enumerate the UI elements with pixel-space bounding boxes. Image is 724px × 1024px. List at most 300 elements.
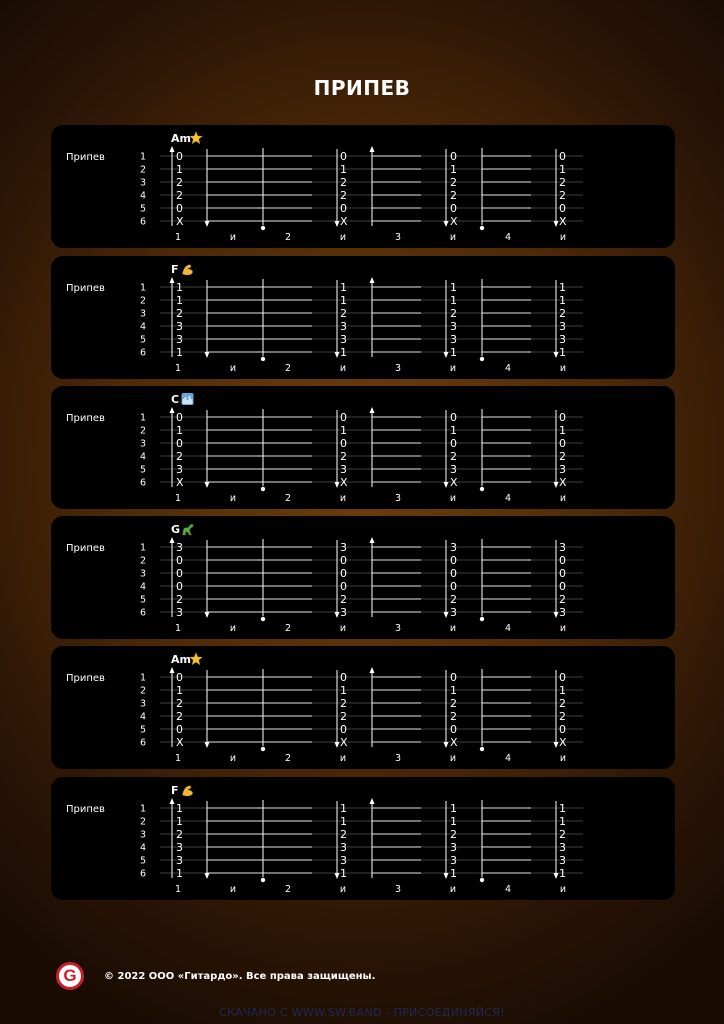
fret-number: 1 (340, 346, 347, 359)
tab-block (51, 777, 675, 900)
beat-count: 2 (284, 753, 292, 764)
string-number: 5 (139, 724, 146, 736)
beat-count: 1 (174, 232, 182, 243)
chord-name (171, 263, 179, 276)
beat-count: и (339, 884, 347, 895)
beat-count: 2 (284, 232, 292, 243)
fret-number: 3 (176, 854, 183, 867)
string-number: 3 (139, 438, 146, 450)
fret-number: 2 (559, 176, 566, 189)
fret-number: 3 (176, 606, 183, 619)
fret-number: 3 (176, 541, 183, 554)
page-title: ПРИПЕВ (313, 76, 411, 100)
strum-down-arrow (554, 801, 559, 879)
strum-down-arrow (335, 149, 340, 227)
fret-number: 2 (340, 189, 347, 202)
strum-down-arrow (554, 149, 559, 227)
fret-number: X (176, 476, 184, 489)
chord-label: C (171, 393, 180, 406)
beat-count: и (559, 753, 567, 764)
fret-number: 0 (340, 671, 347, 684)
fret-number: 1 (176, 802, 183, 815)
string-number: 6 (139, 216, 146, 228)
fret-number: 2 (450, 189, 457, 202)
strum-up-arrow (170, 277, 175, 357)
string-number: 2 (139, 555, 146, 567)
beat-count: и (339, 753, 347, 764)
fret-number: 0 (176, 554, 183, 567)
beat-count: 4 (504, 232, 512, 243)
beat-count: и (339, 232, 347, 243)
fret-number: 3 (450, 333, 457, 346)
fret-number: 1 (340, 424, 347, 437)
string-number: 6 (139, 347, 146, 359)
string-number: 2 (139, 164, 146, 176)
tab-staff (51, 646, 675, 769)
logo-letter: G (63, 966, 77, 985)
fret-number: 1 (450, 867, 457, 880)
fret-number: 3 (450, 463, 457, 476)
strum-down-arrow (444, 540, 449, 618)
chord-label: Am (171, 132, 191, 145)
strum-down-arrow (444, 670, 449, 748)
fret-number: 3 (176, 333, 183, 346)
fret-number: 1 (176, 815, 183, 828)
fret-number: 3 (340, 320, 347, 333)
fret-number: 2 (559, 828, 566, 841)
string-number: 2 (139, 685, 146, 697)
strum-down-arrow (444, 801, 449, 879)
beat-count: и (449, 493, 457, 504)
fret-number: 3 (559, 841, 566, 854)
fret-number: 3 (559, 606, 566, 619)
fret-number: 0 (176, 580, 183, 593)
fret-number: 0 (176, 671, 183, 684)
string-number: 2 (139, 425, 146, 437)
beat-count: и (449, 753, 457, 764)
fret-number: 0 (340, 202, 347, 215)
string-number: 4 (139, 581, 146, 593)
string-number: 4 (139, 451, 146, 463)
fret-number: 0 (340, 150, 347, 163)
fret-number: 1 (176, 281, 183, 294)
fret-number: 3 (559, 320, 566, 333)
fret-number: 1 (340, 867, 347, 880)
fret-number: 2 (176, 710, 183, 723)
fret-number: 3 (176, 463, 183, 476)
string-number: 4 (139, 190, 146, 202)
string-number: 6 (139, 607, 146, 619)
fret-number: 0 (559, 567, 566, 580)
mute-mark-icon (261, 487, 265, 491)
fret-number: X (559, 736, 567, 749)
fret-number: 2 (450, 593, 457, 606)
row-label: Припев (66, 152, 105, 163)
fret-number: 3 (340, 333, 347, 346)
string-number: 2 (139, 816, 146, 828)
fret-number: 0 (340, 567, 347, 580)
fret-number: 2 (559, 593, 566, 606)
fret-number: 2 (450, 828, 457, 841)
fret-number: 3 (450, 320, 457, 333)
fret-number: 1 (450, 424, 457, 437)
strum-down-arrow (444, 149, 449, 227)
fret-number: 0 (450, 723, 457, 736)
fret-number: 2 (340, 176, 347, 189)
fret-number: 3 (176, 320, 183, 333)
fret-number: 0 (450, 411, 457, 424)
chord-name (171, 393, 179, 406)
strum-down-arrow (205, 280, 210, 358)
chord-label: F (171, 784, 179, 797)
strum-down-arrow (444, 410, 449, 488)
fret-number: X (559, 215, 567, 228)
beat-count: 1 (174, 884, 182, 895)
string-number: 1 (139, 282, 146, 294)
fret-number: 0 (340, 411, 347, 424)
fret-number: 0 (559, 150, 566, 163)
strum-down-arrow (554, 410, 559, 488)
fret-number: 0 (559, 580, 566, 593)
row-label: Припев (66, 413, 105, 424)
string-number: 3 (139, 568, 146, 580)
strum-up-arrow (170, 146, 175, 226)
strum-up-arrow (370, 537, 375, 617)
fret-number: X (450, 215, 458, 228)
fret-number: 1 (340, 802, 347, 815)
beat-count: 2 (284, 884, 292, 895)
tab-block (51, 386, 675, 509)
strum-down-arrow (335, 280, 340, 358)
string-number: 2 (139, 295, 146, 307)
fret-number: X (559, 476, 567, 489)
strum-up-arrow (370, 277, 375, 357)
fret-number: 3 (559, 333, 566, 346)
fret-number: 1 (559, 802, 566, 815)
fret-number: 1 (559, 424, 566, 437)
fret-number: X (176, 215, 184, 228)
row-label: Припев (66, 804, 105, 815)
fret-number: 3 (450, 606, 457, 619)
mute-mark-icon (480, 357, 484, 361)
strum-down-arrow (205, 540, 210, 618)
strum-down-arrow (444, 280, 449, 358)
fret-number: 1 (176, 424, 183, 437)
fret-number: 2 (559, 189, 566, 202)
chord-label: Am (171, 653, 191, 666)
fret-number: 2 (176, 593, 183, 606)
strum-down-arrow (205, 410, 210, 488)
fret-number: 1 (176, 346, 183, 359)
beat-count: 4 (504, 493, 512, 504)
chord-name (171, 653, 191, 666)
fret-number: 2 (340, 593, 347, 606)
string-number: 6 (139, 477, 146, 489)
fret-number: 2 (176, 176, 183, 189)
beat-count: и (559, 363, 567, 374)
string-number: 4 (139, 842, 146, 854)
fret-number: 0 (559, 554, 566, 567)
fret-number: 1 (176, 684, 183, 697)
fret-number: 2 (340, 828, 347, 841)
beat-count: 3 (394, 753, 402, 764)
fret-number: 3 (450, 841, 457, 854)
beat-count: 3 (394, 363, 402, 374)
beat-count: 4 (504, 363, 512, 374)
tab-block (51, 516, 675, 639)
string-number: 5 (139, 594, 146, 606)
strum-up-arrow (370, 667, 375, 747)
beat-count: и (449, 232, 457, 243)
tab-staff (51, 777, 675, 900)
fret-number: 2 (340, 450, 347, 463)
mute-mark-icon (480, 617, 484, 621)
fret-number: 3 (340, 541, 347, 554)
row-label: Припев (66, 543, 105, 554)
fret-number: 1 (450, 684, 457, 697)
dinosaur-icon (183, 524, 194, 535)
string-number: 4 (139, 711, 146, 723)
fret-number: 0 (340, 554, 347, 567)
beat-count: и (449, 363, 457, 374)
string-number: 1 (139, 151, 146, 163)
fret-number: 2 (450, 710, 457, 723)
string-number: 5 (139, 464, 146, 476)
chord-label: G (171, 523, 181, 536)
fret-number: 0 (559, 202, 566, 215)
beat-count: 1 (174, 363, 182, 374)
fret-number: X (450, 736, 458, 749)
row-label: Припев (66, 283, 105, 294)
string-number: 1 (139, 672, 146, 684)
fret-number: 1 (340, 684, 347, 697)
fret-number: 2 (176, 450, 183, 463)
beat-count: и (559, 493, 567, 504)
beat-count: 3 (394, 884, 402, 895)
beat-count: и (229, 493, 237, 504)
strum-down-arrow (335, 540, 340, 618)
tab-block (51, 646, 675, 769)
mute-mark-icon (480, 747, 484, 751)
fret-number: 3 (450, 854, 457, 867)
mute-mark-icon (480, 226, 484, 230)
star-icon (190, 653, 202, 665)
fret-number: 0 (176, 723, 183, 736)
fret-number: 2 (450, 307, 457, 320)
fret-number: 1 (340, 281, 347, 294)
fret-number: 2 (176, 307, 183, 320)
fret-number: 3 (450, 541, 457, 554)
strum-down-arrow (554, 670, 559, 748)
strum-up-arrow (170, 537, 175, 617)
beat-count: и (339, 623, 347, 634)
fret-number: 2 (559, 307, 566, 320)
tab-staff (51, 125, 675, 248)
fret-number: 2 (176, 189, 183, 202)
chord-name (171, 132, 191, 145)
beat-count: 1 (174, 623, 182, 634)
fret-number: 1 (340, 163, 347, 176)
beat-count: и (229, 753, 237, 764)
beat-count: и (339, 363, 347, 374)
watermark-text: СКАЧАНО С WWW.SW.BAND - ПРИСОЕДИНЯЙСЯ! (219, 1006, 505, 1019)
strum-down-arrow (205, 149, 210, 227)
fret-number: 0 (450, 150, 457, 163)
fret-number: 0 (176, 567, 183, 580)
mute-mark-icon (261, 226, 265, 230)
beat-count: 4 (504, 623, 512, 634)
fret-number: 1 (450, 815, 457, 828)
string-number: 1 (139, 803, 146, 815)
fret-number: 0 (450, 554, 457, 567)
fret-number: 0 (340, 580, 347, 593)
beat-count: и (229, 232, 237, 243)
fret-number: 2 (450, 697, 457, 710)
fret-number: 0 (450, 580, 457, 593)
beat-count: и (449, 884, 457, 895)
fret-number: 3 (340, 606, 347, 619)
tab-block (51, 256, 675, 379)
strum-down-arrow (205, 670, 210, 748)
fret-number: 2 (340, 307, 347, 320)
string-number: 6 (139, 868, 146, 880)
fret-number: 0 (340, 437, 347, 450)
string-number: 3 (139, 698, 146, 710)
fret-number: X (176, 736, 184, 749)
flexed-biceps-icon (183, 786, 193, 796)
star-icon (190, 132, 202, 144)
fret-number: 0 (559, 671, 566, 684)
beat-count: 2 (284, 363, 292, 374)
tab-staff (51, 386, 675, 509)
strum-down-arrow (335, 670, 340, 748)
fret-number: 1 (176, 163, 183, 176)
fret-number: 2 (559, 450, 566, 463)
mute-mark-icon (261, 617, 265, 621)
mute-mark-icon (261, 878, 265, 882)
fret-number: 0 (176, 202, 183, 215)
strum-up-arrow (370, 798, 375, 878)
string-number: 4 (139, 321, 146, 333)
mute-mark-icon (480, 487, 484, 491)
fret-number: 1 (450, 163, 457, 176)
beat-count: и (339, 493, 347, 504)
fret-number: 3 (340, 854, 347, 867)
fret-number: 0 (176, 437, 183, 450)
fret-number: 0 (450, 567, 457, 580)
fret-number: 2 (559, 710, 566, 723)
fret-number: 1 (559, 163, 566, 176)
fret-number: 3 (559, 854, 566, 867)
fret-number: X (340, 736, 348, 749)
beat-count: и (229, 884, 237, 895)
strum-down-arrow (335, 410, 340, 488)
fret-number: 1 (176, 867, 183, 880)
beat-count: и (449, 623, 457, 634)
strum-up-arrow (170, 667, 175, 747)
fret-number: 1 (340, 294, 347, 307)
footer (56, 961, 375, 991)
beat-count: 2 (284, 493, 292, 504)
fret-number: 2 (176, 697, 183, 710)
fret-number: 3 (340, 463, 347, 476)
fret-number: 0 (176, 150, 183, 163)
string-number: 5 (139, 855, 146, 867)
string-number: 5 (139, 334, 146, 346)
strum-down-arrow (335, 801, 340, 879)
fret-number: 0 (340, 723, 347, 736)
string-number: 5 (139, 203, 146, 215)
row-label: Припев (66, 673, 105, 684)
fret-number: 1 (340, 815, 347, 828)
fret-number: X (450, 476, 458, 489)
fret-number: 2 (450, 450, 457, 463)
beat-count: и (559, 884, 567, 895)
mute-mark-icon (261, 747, 265, 751)
strum-down-arrow (554, 540, 559, 618)
chord-label: F (171, 263, 179, 276)
fret-number: 1 (559, 684, 566, 697)
chord-name (171, 523, 180, 536)
beat-count: 1 (174, 753, 182, 764)
strum-up-arrow (170, 798, 175, 878)
fret-number: 1 (176, 294, 183, 307)
beat-count: и (229, 363, 237, 374)
cityscape-icon (182, 393, 194, 405)
fret-number: 1 (559, 867, 566, 880)
fret-number: 3 (559, 541, 566, 554)
tab-staff (51, 516, 675, 639)
gitardo-logo (56, 962, 84, 990)
mute-mark-icon (261, 357, 265, 361)
fret-number: 0 (559, 437, 566, 450)
tab-block (51, 125, 675, 248)
fret-number: 2 (450, 176, 457, 189)
fret-number: 0 (559, 411, 566, 424)
beat-count: и (559, 232, 567, 243)
fret-number: 1 (450, 802, 457, 815)
copyright-text: © 2022 ООО «Гитардо». Все права защищены. (104, 970, 376, 982)
fret-number: 0 (450, 202, 457, 215)
string-number: 3 (139, 177, 146, 189)
fret-number: 3 (340, 841, 347, 854)
fret-number: 0 (450, 437, 457, 450)
strum-up-arrow (370, 407, 375, 487)
flexed-biceps-icon (183, 265, 193, 275)
fret-number: 2 (340, 697, 347, 710)
strum-up-arrow (170, 407, 175, 487)
tab-staff (51, 256, 675, 379)
fret-number: 1 (559, 346, 566, 359)
string-number: 3 (139, 829, 146, 841)
fret-number: 1 (450, 294, 457, 307)
fret-number: 2 (559, 697, 566, 710)
beat-count: 3 (394, 232, 402, 243)
beat-count: 1 (174, 493, 182, 504)
fret-number: 0 (176, 411, 183, 424)
fret-number: X (340, 215, 348, 228)
fret-number: 3 (176, 841, 183, 854)
string-number: 1 (139, 542, 146, 554)
fret-number: 2 (340, 710, 347, 723)
fret-number: 1 (559, 815, 566, 828)
mute-mark-icon (480, 878, 484, 882)
fret-number: 1 (450, 281, 457, 294)
fret-number: 1 (450, 346, 457, 359)
beat-count: 4 (504, 884, 512, 895)
fret-number: 1 (559, 294, 566, 307)
chord-name (171, 784, 179, 797)
